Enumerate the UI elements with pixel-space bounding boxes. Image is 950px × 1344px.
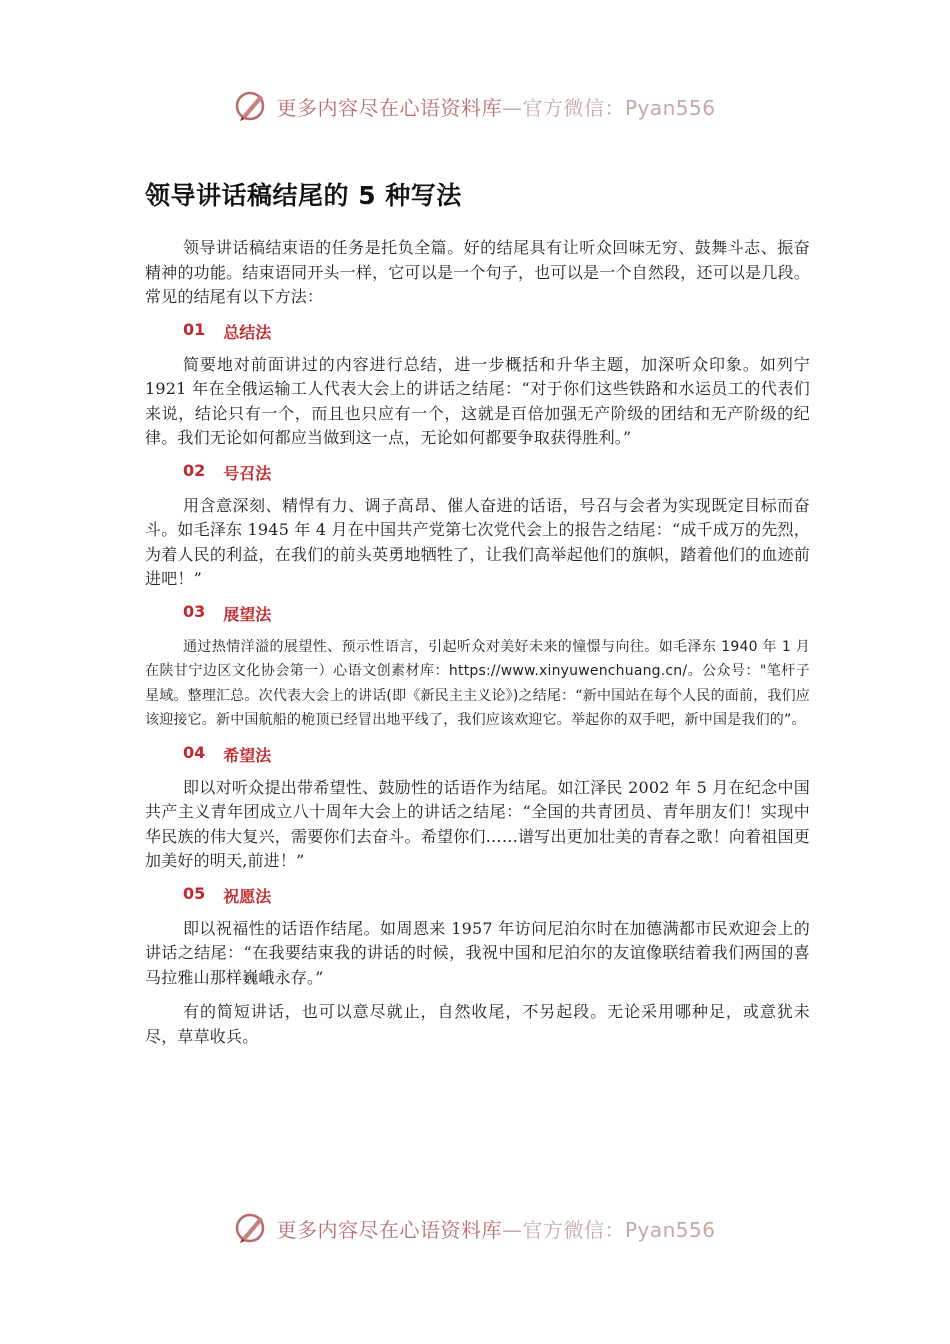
section-text-1: 简要地对前面讲过的内容进行总结，进一步概括和升华主题，加深听众印象。如列宁 1921 年在全俄运输工人代表大会上的讲话之结尾：“对于你们这些铁路和水运员工的代表们来说，结论只有一个，而且也只应有一个，这就是百倍加强无产阶级的团结和无产阶级的纪律。我们无论如何都应当做到这一点，无论如何都要争取获得胜利。” [145,354,810,447]
banner-text: 更多内容尽在心语资料库—官方微信：Pyan556 [276,1217,716,1242]
article [145,176,810,1059]
pen-logo-icon [234,89,268,123]
section-heading-5: 05 祝愿法 [183,883,272,906]
page-title: 领导讲话稿结尾的 5 种写法 [145,181,462,210]
section-heading-4: 04 希望法 [183,742,272,765]
section-heading-2: 02 号召法 [183,460,272,483]
section-text-2: 用含意深刻、精悍有力、调子高昂、催人奋进的话语，号召与会者为实现既定目标而奋斗。如毛泽东 1945 年 4 月在中国共产党第七次党代会上的报告之结尾：“成千成万的先烈，为着人民的利益，在我们的前头英勇地牺牲了，让我们高举起他们的旗帜，踏着他们的血迹前进吧！” [145,495,810,588]
section-text-5: 即以祝福性的话语作结尾。如周恩来 1957 年访问尼泊尔时在加德满都市民欢迎会上的讲话之结尾：“在我要结束我的讲话的时候，我祝中国和尼泊尔的友谊像联结着我们两国的喜马拉雅山那样巍峨永存。” [145,918,810,987]
closing-paragraph: 有的简短讲话，也可以意尽就止，自然收尾，不另起段。无论采用哪种足，或意犹未尽，草草收兵。 [145,1002,810,1046]
footer-banner [0,1208,950,1248]
intro-paragraph: 领导讲话稿结束语的任务是托负全篇。好的结尾具有让听众回味无穷、鼓舞斗志、振奋精神的功能。结束语同开头一样，它可以是一个句子，也可以是一个自然段，还可以是几段。常见的结尾有以下方法： [145,238,810,306]
section-heading-3: 03 展望法 [183,601,272,624]
section-heading-1: 01 总结法 [183,319,272,342]
section-text-4: 即以对听众提出带希望性、鼓励性的话语作为结尾。如江泽民 2002 年 5 月在纪念中国共产主义青年团成立八十周年大会上的讲话之结尾：“全国的共青团员、青年朋友们！实现中华民族的伟大复兴，需要你们去奋斗。希望你们……谱写出更加壮美的青春之歌！向着祖国更加美好的明天,前进！” [145,777,810,870]
header-banner [0,86,950,126]
banner-text: 更多内容尽在心语资料库—官方微信：Pyan556 [276,95,716,120]
section-text-3: 通过热情洋溢的展望性、预示性语言，引起听众对美好未来的憧憬与向往。如毛泽东 1940 年 1 月在陕甘宁边区文化协会第一）心语文创素材库：https://www.xinyuwenchuang.cn/。公众号："笔杆子星域。整理汇总。次代表大会上的讲话(即《新民主主义论》)之结尾：“新中国站在每个人民的面前，我们应该迎接它。新中国航船的桅顶已经冒出地平线了，我们应该欢迎它。举起你的双手吧，新中国是我们的”。 [145,638,810,728]
pen-logo-icon [234,1211,268,1245]
